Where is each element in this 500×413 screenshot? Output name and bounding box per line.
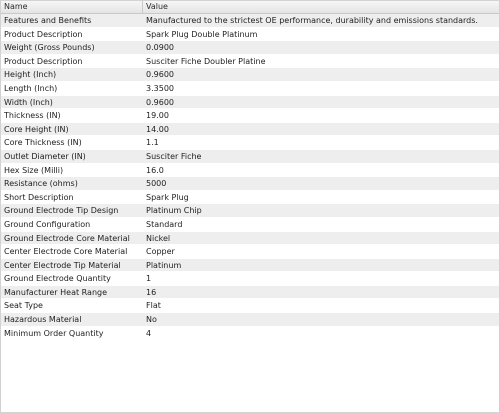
table-row[interactable] — [1, 259, 499, 273]
table-row[interactable] — [1, 41, 499, 55]
attribute-value-cell: No — [146, 315, 157, 325]
attribute-value-cell: 1.1 — [146, 138, 159, 148]
table-row[interactable] — [1, 204, 499, 218]
attribute-name-cell: Seat Type — [4, 301, 43, 311]
attribute-name-cell: Width (Inch) — [4, 97, 53, 107]
attribute-name-cell: Hazardous Material — [4, 315, 82, 325]
attribute-value-cell: 3.3500 — [146, 83, 174, 93]
attribute-name-cell: Hex Size (Milli) — [4, 165, 64, 175]
attribute-name-cell: Product Description — [4, 29, 83, 39]
attribute-value-cell: 4 — [146, 328, 152, 338]
grid-body — [1, 14, 499, 340]
attribute-name-cell: Ground Electrode Tip Design — [4, 206, 119, 216]
table-row[interactable] — [1, 177, 499, 191]
table-row[interactable] — [1, 232, 499, 246]
attribute-name-cell: Weight (Gross Pounds) — [4, 43, 95, 53]
attribute-value-cell: Platinum — [146, 260, 182, 270]
attribute-value-cell: Susciter Fiche Doubler Platine — [146, 56, 266, 66]
attribute-value-cell: 16.0 — [146, 165, 164, 175]
name-column-header[interactable]: Name — [1, 1, 143, 13]
table-row[interactable] — [1, 286, 499, 300]
attribute-name-cell: Height (Inch) — [4, 70, 57, 80]
table-row[interactable] — [1, 55, 499, 69]
attribute-name-cell: Length (Inch) — [4, 83, 58, 93]
attribute-name-cell: Ground Electrode Core Material — [4, 233, 130, 243]
attribute-value-cell: 0.0900 — [146, 43, 174, 53]
table-row[interactable] — [1, 191, 499, 205]
attribute-value-cell: Spark Plug — [146, 192, 189, 202]
table-row[interactable] — [1, 164, 499, 178]
attribute-name-cell: Thickness (IN) — [4, 111, 61, 121]
attribute-name-cell: Manufacturer Heat Range — [4, 287, 108, 297]
attribute-name-cell: Ground Electrode Quantity — [4, 274, 111, 284]
table-row[interactable] — [1, 68, 499, 82]
attribute-value-cell: Flat — [146, 301, 161, 311]
table-row[interactable] — [1, 109, 499, 123]
value-column-header[interactable]: Value — [146, 2, 168, 11]
attribute-value-cell: 1 — [146, 274, 152, 284]
attribute-name-cell: Minimum Order Quantity — [4, 328, 104, 338]
attribute-value-cell: 16 — [146, 287, 157, 297]
attribute-value-cell: 5000 — [146, 179, 167, 189]
attribute-name-cell: Center Electrode Tip Material — [4, 260, 121, 270]
attribute-value-cell: Platinum Chip — [146, 206, 202, 216]
attribute-name-cell: Center Electrode Core Material — [4, 247, 128, 257]
grid-header — [1, 1, 499, 14]
table-row[interactable] — [1, 14, 499, 28]
attribute-value-cell: 0.9600 — [146, 70, 174, 80]
table-row[interactable] — [1, 299, 499, 313]
attribute-value-cell: Nickel — [146, 233, 171, 243]
table-row[interactable] — [1, 218, 499, 232]
attribute-name-cell: Short Description — [4, 192, 74, 202]
table-row[interactable] — [1, 136, 499, 150]
attribute-value-cell: Susciter Fiche — [146, 151, 202, 161]
table-row[interactable] — [1, 313, 499, 327]
table-row[interactable] — [1, 28, 499, 42]
table-row[interactable] — [1, 96, 499, 110]
table-row[interactable] — [1, 245, 499, 259]
table-row[interactable] — [1, 327, 499, 341]
attribute-name-cell: Outlet Diameter (IN) — [4, 151, 86, 161]
attribute-value-cell: Spark Plug Double Platinum — [146, 29, 258, 39]
attribute-name-cell: Core Thickness (IN) — [4, 138, 82, 148]
attribute-value-cell: 14.00 — [146, 124, 169, 134]
attribute-name-cell: Ground Configuration — [4, 219, 91, 229]
attribute-value-cell: Copper — [146, 247, 175, 257]
attribute-value-cell: Manufactured to the strictest OE performance, durability and emissions standards. — [146, 16, 478, 25]
attribute-value-cell: 19.00 — [146, 111, 169, 121]
attribute-value-cell: Standard — [146, 219, 183, 229]
table-row[interactable] — [1, 150, 499, 164]
table-row[interactable] — [1, 123, 499, 137]
attribute-value-cell: 0.9600 — [146, 97, 174, 107]
attribute-name-cell: Features and Benefits — [4, 16, 92, 25]
table-row[interactable] — [1, 272, 499, 286]
attribute-name-cell: Core Height (IN) — [4, 124, 69, 134]
attribute-name-cell: Product Description — [4, 56, 83, 66]
attribute-name-cell: Resistance (ohms) — [4, 179, 78, 189]
table-row[interactable] — [1, 82, 499, 96]
